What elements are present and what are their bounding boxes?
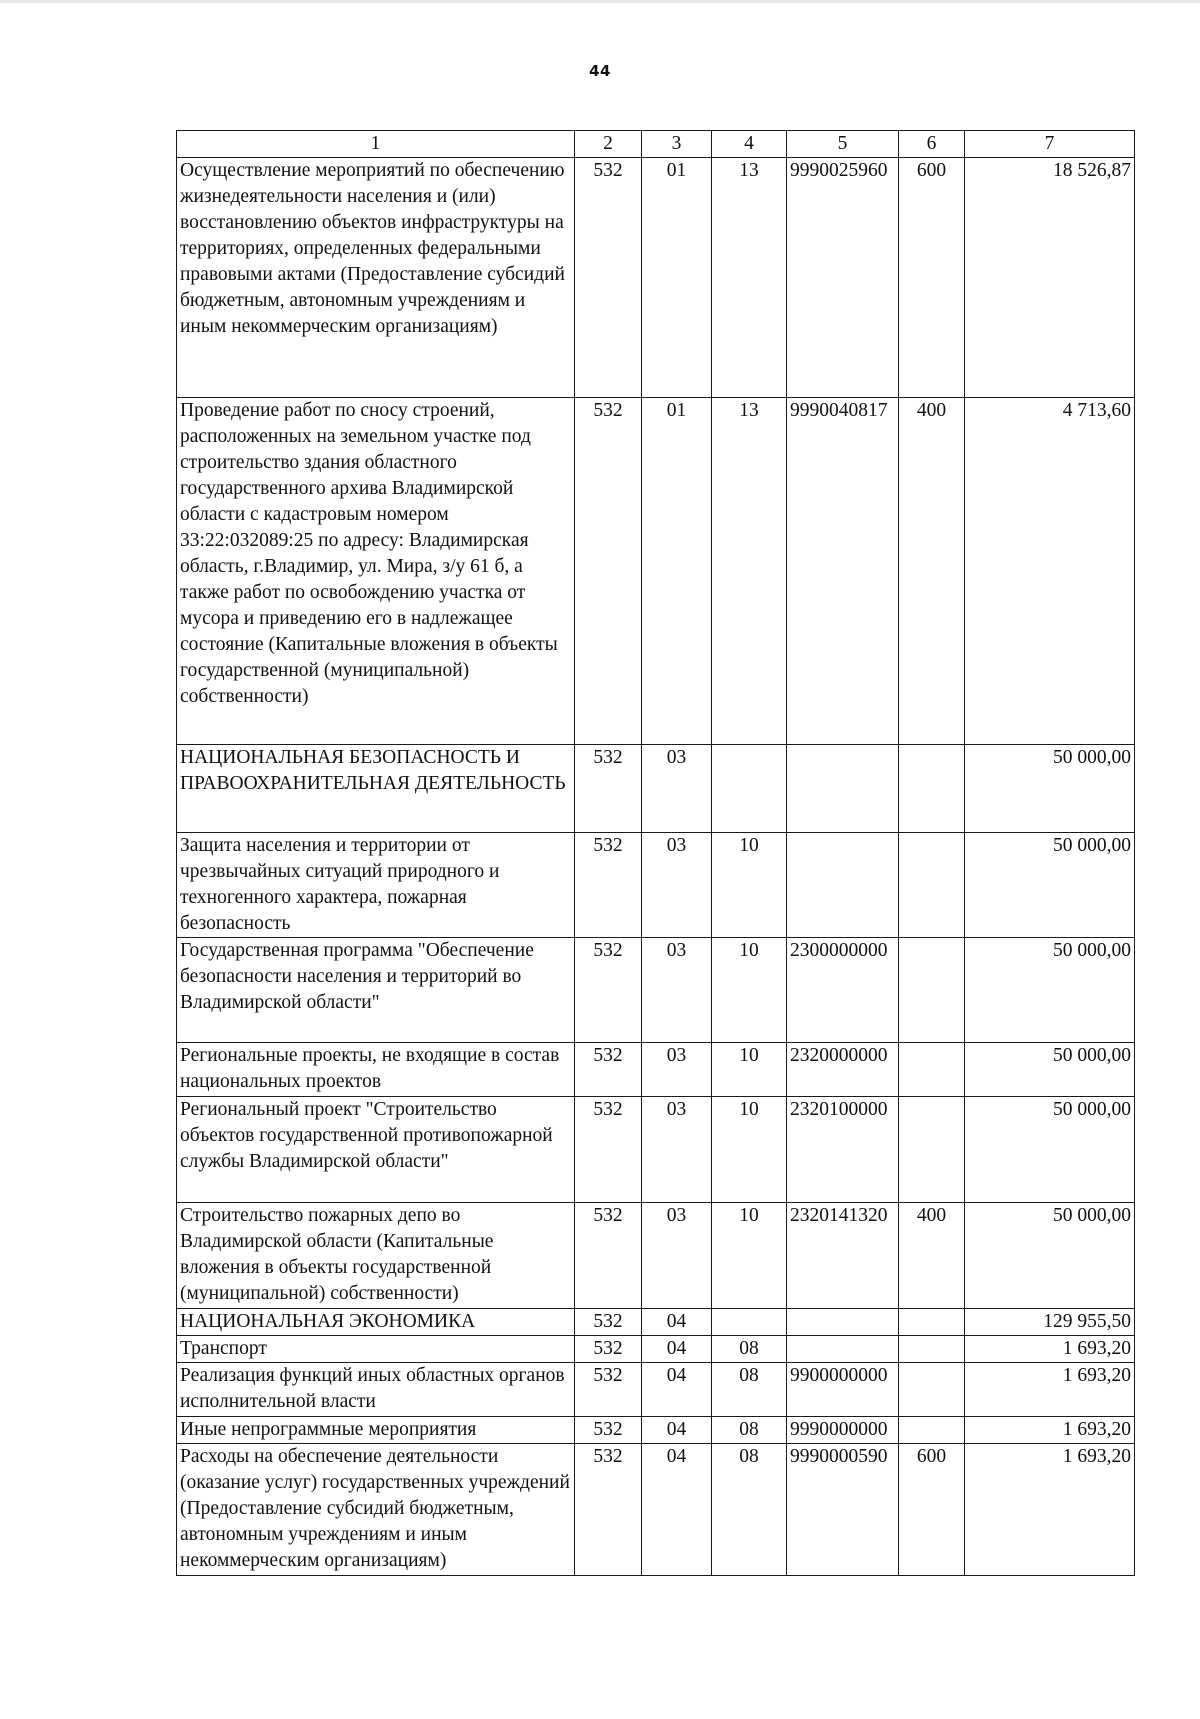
table-row xyxy=(177,1043,1135,1097)
row-target-article: 9990040817 xyxy=(787,398,899,745)
row-name: Транспорт xyxy=(177,1336,575,1363)
row-ministry-code: 532 xyxy=(575,1043,642,1097)
row-subsection: 08 xyxy=(712,1444,787,1576)
table-row xyxy=(177,1309,1135,1336)
row-expense-type: 600 xyxy=(899,1444,965,1576)
row-subsection xyxy=(712,745,787,833)
header-col-6: 6 xyxy=(899,131,965,158)
row-section: 04 xyxy=(642,1444,712,1576)
row-subsection: 08 xyxy=(712,1417,787,1444)
scan-edge xyxy=(0,0,1200,3)
row-subsection: 10 xyxy=(712,1043,787,1097)
header-col-1: 1 xyxy=(177,131,575,158)
row-amount: 50 000,00 xyxy=(965,833,1135,938)
row-name: Реализация функций иных областных органов исполнительной власти xyxy=(177,1363,575,1417)
row-amount: 50 000,00 xyxy=(965,745,1135,833)
row-expense-type xyxy=(899,1097,965,1203)
row-ministry-code: 532 xyxy=(575,1336,642,1363)
row-section: 01 xyxy=(642,398,712,745)
header-col-3: 3 xyxy=(642,131,712,158)
row-expense-type xyxy=(899,1363,965,1417)
row-section: 04 xyxy=(642,1417,712,1444)
row-amount: 18 526,87 xyxy=(965,158,1135,398)
row-section: 03 xyxy=(642,1097,712,1203)
row-subsection: 13 xyxy=(712,158,787,398)
header-col-7: 7 xyxy=(965,131,1135,158)
row-section: 03 xyxy=(642,833,712,938)
row-ministry-code: 532 xyxy=(575,938,642,1043)
row-ministry-code: 532 xyxy=(575,1097,642,1203)
row-expense-type xyxy=(899,833,965,938)
row-amount: 50 000,00 xyxy=(965,1097,1135,1203)
row-ministry-code: 532 xyxy=(575,833,642,938)
row-name: НАЦИОНАЛЬНАЯ БЕЗОПАСНОСТЬ И ПРАВООХРАНИТЕЛЬНАЯ ДЕЯТЕЛЬНОСТЬ xyxy=(177,745,575,833)
table-row xyxy=(177,1417,1135,1444)
table-row xyxy=(177,398,1135,745)
row-name: Государственная программа "Обеспечение безопасности населения и территорий во Владимирской области" xyxy=(177,938,575,1043)
header-row xyxy=(177,131,1135,158)
row-target-article xyxy=(787,1309,899,1336)
row-ministry-code: 532 xyxy=(575,398,642,745)
row-section: 04 xyxy=(642,1363,712,1417)
row-name: Осуществление мероприятий по обеспечению жизнедеятельности населения и (или) восстановлению объектов инфраструктуры на территориях, определенных федеральными правовыми актами (Предоставление субсидий бюджетным, автономным учреждениям и иным некоммерческим организациям) xyxy=(177,158,575,398)
table-row xyxy=(177,745,1135,833)
row-amount: 129 955,50 xyxy=(965,1309,1135,1336)
row-expense-type: 600 xyxy=(899,158,965,398)
row-expense-type xyxy=(899,1043,965,1097)
row-ministry-code: 532 xyxy=(575,1417,642,1444)
table-row xyxy=(177,938,1135,1043)
row-subsection xyxy=(712,1309,787,1336)
row-expense-type: 400 xyxy=(899,398,965,745)
row-subsection: 13 xyxy=(712,398,787,745)
row-expense-type xyxy=(899,1417,965,1444)
row-ministry-code: 532 xyxy=(575,1363,642,1417)
row-expense-type: 400 xyxy=(899,1203,965,1309)
row-subsection: 08 xyxy=(712,1363,787,1417)
table-row xyxy=(177,1336,1135,1363)
row-target-article xyxy=(787,833,899,938)
row-section: 03 xyxy=(642,1043,712,1097)
row-amount: 50 000,00 xyxy=(965,1043,1135,1097)
row-target-article: 9990000590 xyxy=(787,1444,899,1576)
row-target-article: 9990000000 xyxy=(787,1417,899,1444)
row-expense-type xyxy=(899,1336,965,1363)
header-col-2: 2 xyxy=(575,131,642,158)
row-amount: 4 713,60 xyxy=(965,398,1135,745)
row-expense-type xyxy=(899,938,965,1043)
row-subsection: 08 xyxy=(712,1336,787,1363)
row-target-article: 9900000000 xyxy=(787,1363,899,1417)
row-expense-type xyxy=(899,1309,965,1336)
row-amount: 50 000,00 xyxy=(965,1203,1135,1309)
row-section: 03 xyxy=(642,938,712,1043)
row-target-article: 2320100000 xyxy=(787,1097,899,1203)
row-ministry-code: 532 xyxy=(575,1444,642,1576)
row-name: Расходы на обеспечение деятельности (оказание услуг) государственных учреждений (Предоставление субсидий бюджетным, автономным учреждениям и иным некоммерческим организациям) xyxy=(177,1444,575,1576)
row-name: НАЦИОНАЛЬНАЯ ЭКОНОМИКА xyxy=(177,1309,575,1336)
row-section: 03 xyxy=(642,745,712,833)
row-name: Региональные проекты, не входящие в состав национальных проектов xyxy=(177,1043,575,1097)
row-subsection: 10 xyxy=(712,833,787,938)
row-ministry-code: 532 xyxy=(575,745,642,833)
row-name: Иные непрограммные мероприятия xyxy=(177,1417,575,1444)
table-row xyxy=(177,1444,1135,1576)
row-expense-type xyxy=(899,745,965,833)
row-ministry-code: 532 xyxy=(575,158,642,398)
page-number: 44 xyxy=(589,62,611,80)
row-target-article xyxy=(787,745,899,833)
row-name: Строительство пожарных депо во Владимирской области (Капитальные вложения в объекты государственной (муниципальной) собственности) xyxy=(177,1203,575,1309)
row-subsection: 10 xyxy=(712,1097,787,1203)
row-amount: 1 693,20 xyxy=(965,1336,1135,1363)
table-row xyxy=(177,158,1135,398)
row-ministry-code: 532 xyxy=(575,1203,642,1309)
row-subsection: 10 xyxy=(712,938,787,1043)
row-amount: 1 693,20 xyxy=(965,1363,1135,1417)
table-row xyxy=(177,1203,1135,1309)
table-row xyxy=(177,833,1135,938)
row-section: 03 xyxy=(642,1203,712,1309)
row-target-article: 2300000000 xyxy=(787,938,899,1043)
row-name: Региональный проект "Строительство объектов государственной противопожарной службы Владимирской области" xyxy=(177,1097,575,1203)
row-target-article: 2320000000 xyxy=(787,1043,899,1097)
row-amount: 50 000,00 xyxy=(965,938,1135,1043)
row-subsection: 10 xyxy=(712,1203,787,1309)
row-amount: 1 693,20 xyxy=(965,1417,1135,1444)
header-col-4: 4 xyxy=(712,131,787,158)
row-section: 04 xyxy=(642,1336,712,1363)
budget-table xyxy=(176,130,1135,1576)
row-section: 01 xyxy=(642,158,712,398)
row-name: Защита населения и территории от чрезвычайных ситуаций природного и техногенного характера, пожарная безопасность xyxy=(177,833,575,938)
row-name: Проведение работ по сносу строений, расположенных на земельном участке под строительство здания областного государственного архива Владимирской области с кадастровым номером 33:22:032089:25 по адресу: Владимирская область, г.Владимир, ул. Мира, з/у 61 б, а также работ по освобождению участка от мусора и приведению его в надлежащее состояние (Капитальные вложения в объекты государственной (муниципальной) собственности) xyxy=(177,398,575,745)
row-target-article: 9990025960 xyxy=(787,158,899,398)
row-section: 04 xyxy=(642,1309,712,1336)
row-target-article: 2320141320 xyxy=(787,1203,899,1309)
row-ministry-code: 532 xyxy=(575,1309,642,1336)
header-col-5: 5 xyxy=(787,131,899,158)
row-target-article xyxy=(787,1336,899,1363)
table-row xyxy=(177,1363,1135,1417)
row-amount: 1 693,20 xyxy=(965,1444,1135,1576)
table-row xyxy=(177,1097,1135,1203)
